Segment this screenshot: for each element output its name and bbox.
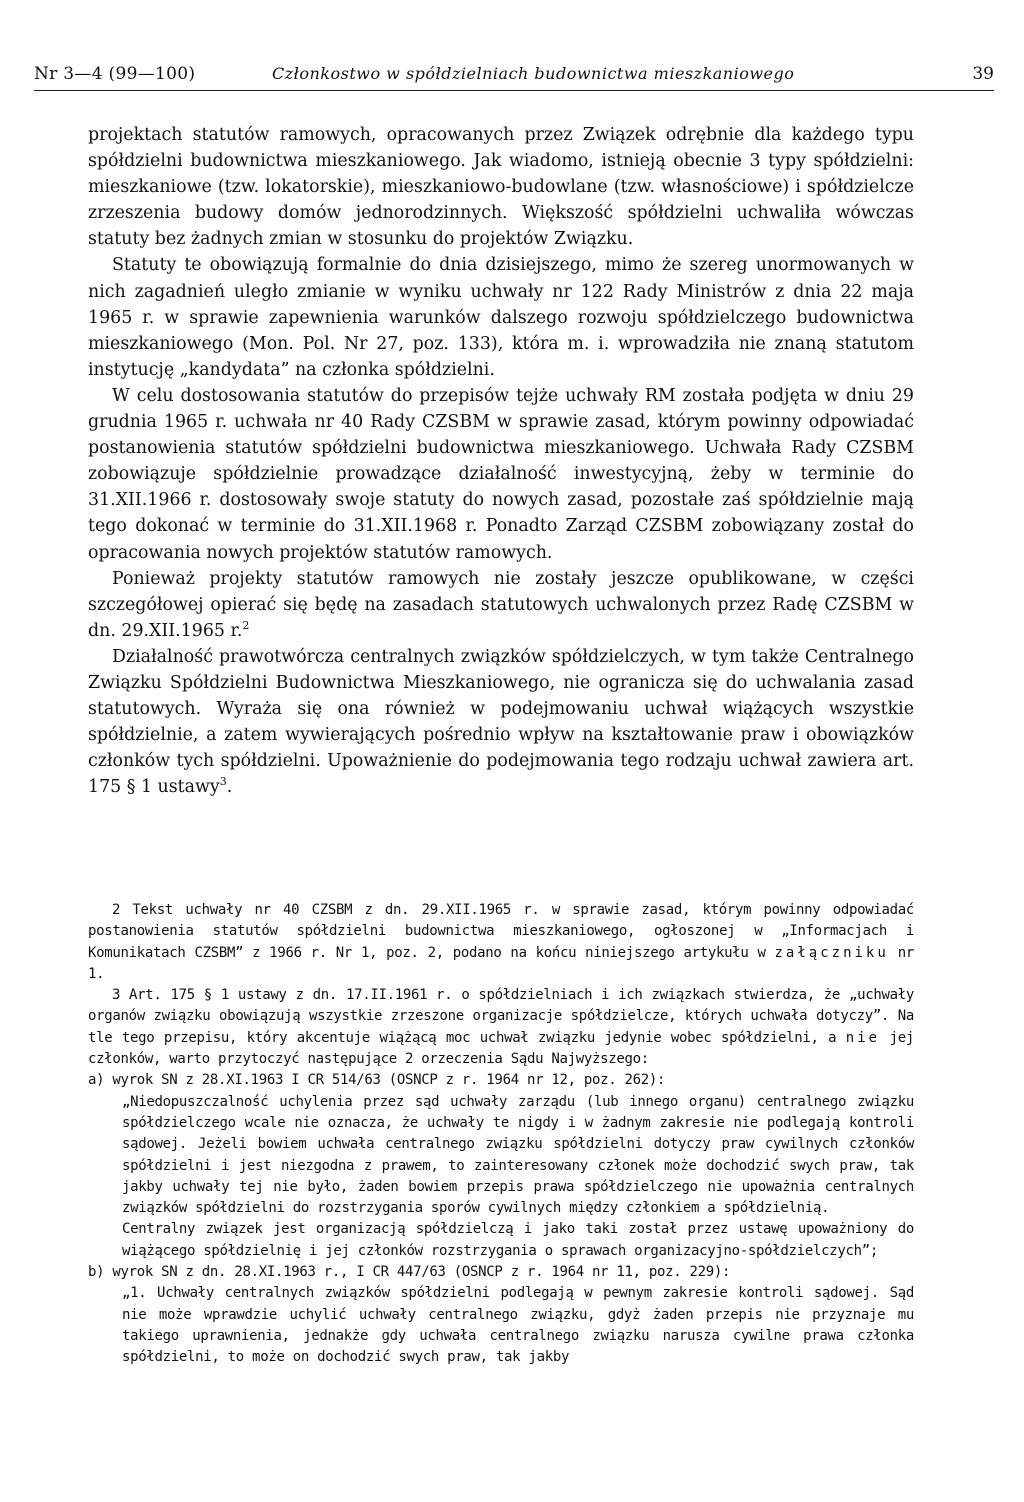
paragraph: Działalność prawotwórcza centralnych związków spółdzielczych, w tym także Centralnego Związku Spółdzielni Budownictwa Mieszkaniowego, nie ogranicza się do uchwalania zasad statutowych. Wyraża się ona również w podejmowaniu uchwał wiążących wszystkie spółdzielnie, a zatem wywierających pośrednio wpływ na kształtowanie praw i obowiązków członków tych spółdzielni. Upoważnienie do podejmowania tego rodzaju uchwał zawiera art. 175 § 1 ustawy$^3$. [88,646,914,798]
paragraph: Statuty te obowiązują formalnie do dnia dzisiejszego, mimo że szereg unormowanych w nich zagadnień uległo zmianie w wyniku uchwały nr 122 Rady Ministrów z dnia 22 maja 1965 r. w sprawie zapewnienia warunków dalszego rozwoju spółdzielczego budownictwa mieszkaniowego (Mon. Pol. Nr 27, poz. 133), która m. i. wprowadziła nie znaną statutom instytucję „kandydata” na członka spółdzielni. [88,255,914,380]
footnote-text: 2 Tekst uchwały nr 40 CZSBM z dn. 29.XII.1965 r. w sprawie zasad, którym powinny odpowiadać postanowienia statutów spółdzielni budownictwa mieszkaniowego, ogłoszonej w „Informacjach i Komunikatach CZSBM” z 1966 r. Nr 1, poz. 2, podano na końcu niniejszego artykułu w [88,902,914,961]
paragraph [88,566,914,644]
footnote-text: nr 1. [88,944,914,982]
footnote-spaced-text: załączniku [774,944,889,961]
paragraph-text: Działalność prawotwórcza centralnych związków spółdzielczych, w tym także Centralnego Związku Spółdzielni Budownictwa Mieszkaniowego, nie ogranicza się do uchwalania zasad statutowych. Wyraża się ona również w podejmowaniu uchwał wiążących wszystkie spółdzielnie, a zatem wywierających pośrednio wpływ na kształtowanie praw i obowiązków członków tych spółdzielni. Upoważnienie do podejmowania tego rodzaju uchwał zawiera art. 175 § 1 ustawy [88,646,914,798]
footnote-quote: „1. Uchwały centralnych związków spółdzielni podlegają w pewnym zakresie kontroli sądowej. Sąd nie może wprawdzie uchylić uchwały centralnego związku, gdyż żaden przepis nie przyznaje mu takiego uprawnienia, jednakże gdy uchwała centralnego związku narusza cywilne prawa członka spółdzielni, to może on dochodzić swych praw, tak jakby [122,1285,914,1366]
footnote-text: 3 Art. 175 § 1 ustawy z dn. 17.II.1961 r. o spółdzielniach i ich związkach stwierdza, że „uchwały organów związku obowiązują wszystkie zrzeszone organizacje spółdzielcze, których uchwała dotyczy”. Na tle tego przepisu, który akcentuje wiążącą moc uchwał związku jedynie wobec spółdzielni, a [88,987,914,1046]
paragraph: projektach statutów ramowych, opracowanych przez Związek odrębnie dla każdego typu spółdzielni budownictwa mieszkaniowego. Jak wiadomo, istnieją obecnie 3 typy spółdzielni: mieszkaniowe (tzw. lokatorskie), mieszkaniowo-budowlane (tzw. własnościowe) i spółdzielcze zrzeszenia budowy domów jednorodzinnych. Większość spółdzielni uchwaliła wówczas statuty bez żadnych zmian w stosunku do projektów Związku. [88,125,914,250]
footnote-ref: 3 [219,775,227,789]
paragraph: W celu dostosowania statutów do przepisów tejże uchwały RM została podjęta w dniu 29 grudnia 1965 r. uchwała nr 40 Rady CZSBM w sprawie zasad, którym powinny odpowiadać postanowienia statutów spółdzielni budownictwa mieszkaniowego. Uchwała Rady CZSBM zobowiązuje spółdzielnie prowadzące działalność inwestycyjną, żeby w terminie do 31.XII.1966 r. dostosowały swoje statuty do nowych zasad, pozostałe zaś spółdzielnie mają tego dokonać w terminie do 31.XII.1968 r. Ponadto Zarząd CZSBM zobowiązany został do opracowania nowych projektów statutów ramowych. [88,385,914,563]
running-title: Członkostwo w spółdzielniach budownictwa mieszkaniowego [272,64,795,83]
issue-number: Nr 3—4 (99—100) [34,64,196,84]
footnote-ref: 2 [242,618,250,632]
running-header [34,62,994,91]
footnote-item-a: a) wyrok SN z 28.XI.1963 I CR 514/63 (OSNCP z r. 1964 nr 12, poz. 262): [88,1072,666,1089]
footnote-2 [88,900,914,985]
paragraph-text: Ponieważ projekty statutów ramowych nie zostały jeszcze opublikowane, w części szczegółowej opierać się będę na zasadach statutowych uchwalonych przez Radę CZSBM w dn. 29.XII.1965 r. [88,568,914,641]
page-number: 39 [972,64,994,84]
footnote-quote: „Niedopuszczalność uchylenia przez sąd uchwały zarządu (lub innego organu) centralnego związku spółdzielczego wcale nie oznacza, że uchwały te nigdy i w żadnym zakresie nie podlegają kontroli sądowej. Jeżeli bowiem uchwała centralnego związku spółdzielni dotyczy praw cywilnych członków spółdzielni i jest niezgodna z prawem, to zainteresowany członek może dochodzić swych praw, tak jakby uchwały tej nie było, żaden bowiem przepis prawa spółdzielczego nie upoważnia centralnych związków spółdzielni do rozstrzygania sporów cywilnych między członkiem a spółdzielnią. [122,1093,914,1217]
footnote-quote: Centralny związek jest organizacją spółdzielczą i jako taki został przez ustawę upoważniony do wiążącego spółdzielnię i jej członków rozstrzygania o sprawach organizacyjno-spółdzielczych”; [122,1221,914,1259]
main-text [88,122,914,800]
footnotes [88,900,914,1369]
footnote-3 [88,985,914,1070]
footnote-spaced-text: nie [845,1029,881,1046]
footnote-item-b: b) wyrok SN z dn. 28.XI.1963 r., I CR 447/63 (OSNCP z r. 1964 nr 11, poz. 229): [88,1264,731,1281]
footnote-text: jej członków, warto przytoczyć następujące 2 orzeczenia Sądu Najwyższego: [88,1029,914,1068]
